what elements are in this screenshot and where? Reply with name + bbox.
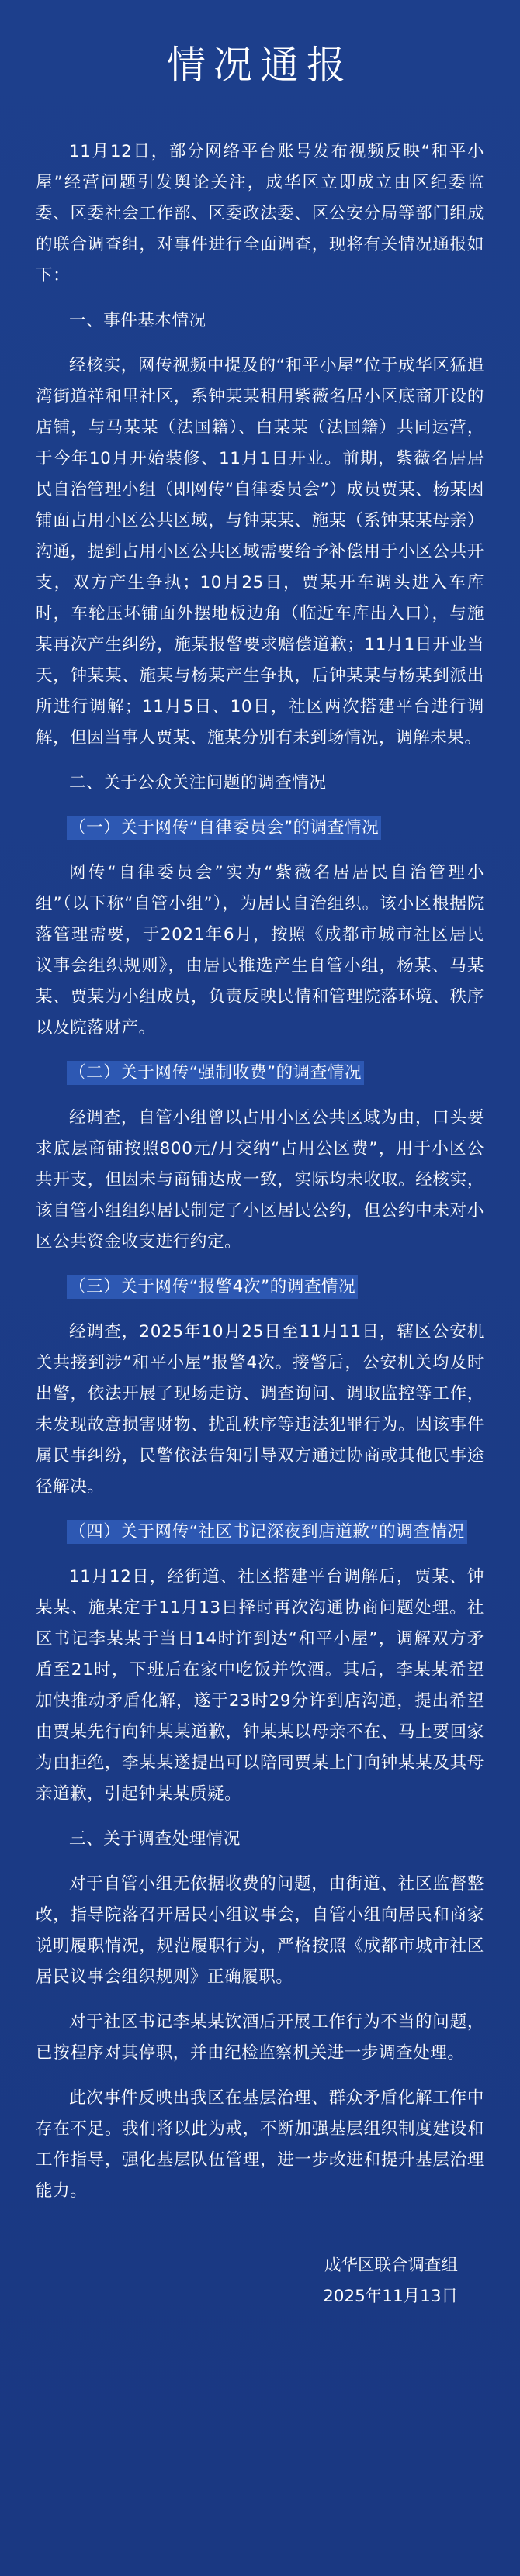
section-3-paragraph-3: 此次事件反映出我区在基层治理、群众矛盾化解工作中存在不足。我们将以此为戒，不断加强基层组织制度建设和工作指导，强化基层队伍管理，进一步改进和提升基层治理能力。 xyxy=(36,2088,484,2201)
section-1-body: 经核实，网传视频中提及的“和平小屋”位于成华区猛追湾街道祥和里社区，系钟某某租用紫薇名居小区底商开设的店铺，与马某某（法国籍）、白某某（法国籍）共同运营，于今年10月开始装修、11月1日开业。前期，紫薇名居居民自治管理小组（即网传“自律委员会”）成员贾某、杨某因铺面占用小区公共区域，与钟某某、施某（系钟某某母亲）沟通，提到占用小区公共区域需要给予补偿用于小区公共开支，双方产生争执；10月25日，贾某开车调头进入车库时，车轮压坏铺面外摆地板边角（临近车库出入口），与施某再次产生纠纷，施某报警要求赔偿道歉；11月1日开业当天，钟某某、施某与杨某产生争执，后钟某某与杨某到派出所进行调解；11月5日、10日，社区两次搭建平台进行调解，但因当事人贾某、施某分别有未到场情况，调解未果。 xyxy=(36,356,484,748)
subsection-2-body: 经调查，自管小组曾以占用小区公共区域为由，口头要求底层商铺按照800元/月交纳“占用公区费”，用于小区公共开支，但因未与商铺达成一致，实际均未收取。经核实，该自管小组组织居民制定了小区居民公约，但公约中未对小区公共资金收支进行约定。 xyxy=(36,1108,484,1252)
section-3-paragraph-2: 对于社区书记李某某饮酒后开展工作行为不当的问题，已按程序对其停职，并由纪检监察机关进一步调查处理。 xyxy=(36,2012,484,2063)
subsection-3-body: 经调查，2025年10月25日至11月11日，辖区公安机关共接到涉“和平小屋”报警4次。接警后，公安机关均及时出警，依法开展了现场走访、调查询问、调取监控等工作，未发现故意损害财物、扰乱秩序等违法犯罪行为。因该事件属民事纠纷，民警依法告知引导双方通过协商或其他民事途径解决。 xyxy=(36,1322,484,1497)
subsection-2-title-text: （二）关于网传“强制收费”的调查情况 xyxy=(69,1063,362,1083)
intro-paragraph: 11月12日，部分网络平台账号发布视频反映“和平小屋”经营问题引发舆论关注，成华区立即成立由区纪委监委、区委社会工作部、区委政法委、区公安分局等部门组成的联合调查组，对事件进行全面调查，现将有关情况通报如下： xyxy=(36,142,484,285)
section-2-heading: 二、关于公众关注问题的调查情况 xyxy=(69,773,327,792)
subsection-3-title-text: （三）关于网传“报警4次”的调查情况 xyxy=(69,1277,356,1297)
subsection-4-title xyxy=(36,1517,484,1548)
subsection-3-title xyxy=(36,1272,484,1303)
subsection-4-body: 11月12日，经街道、社区搭建平台调解后，贾某、钟某某、施某定于11月13日择时再次沟通协商问题处理。社区书记李某某于当日14时许到达“和平小屋”，调解双方矛盾至21时，下班后在家中吃饭并饮酒。其后，李某某希望加快推动矛盾化解，遂于23时29分许到店沟通，提出希望由贾某先行向钟某某道歉，钟某某以母亲不在、马上要回家为由拒绝，李某某遂提出可以陪同贾某上门向钟某某及其母亲道歉，引起钟某某质疑。 xyxy=(36,1567,484,1804)
section-3-heading: 三、关于调查处理情况 xyxy=(69,1829,241,1849)
subsection-1-body: 网传“自律委员会”实为“紫薇名居居民自治管理小组”（以下称“自管小组”），为居民自治组织。该小区根据院落管理需要，于2021年6月，按照《成都市城市社区居民议事会组织规则》，由居民推选产生自管小组，杨某、马某某、贾某为小组成员，负责反映民情和管理院落环境、秩序以及院落财产。 xyxy=(36,863,484,1038)
section-3-paragraph-1: 对于自管小组无依据收费的问题，由街道、社区监督整改，指导院落召开居民小组议事会，自管小组向居民和商家说明履职情况，规范履职行为，严格按照《成都市城市社区居民议事会组织规则》正确履职。 xyxy=(36,1874,484,1987)
subsection-4-title-text: （四）关于网传“社区书记深夜到店道歉”的调查情况 xyxy=(69,1522,465,1542)
notice-title: 情况通报 xyxy=(167,43,353,88)
subsection-1-title-text: （一）关于网传“自律委员会”的调查情况 xyxy=(69,818,380,837)
signature-block xyxy=(36,2250,484,2312)
section-1-heading: 一、事件基本情况 xyxy=(69,311,206,330)
subsection-2-title xyxy=(36,1058,484,1089)
signature-date: 2025年11月13日 xyxy=(323,2287,458,2306)
subsection-1-title xyxy=(36,813,484,844)
signature-org: 成华区联合调查组 xyxy=(324,2256,458,2275)
